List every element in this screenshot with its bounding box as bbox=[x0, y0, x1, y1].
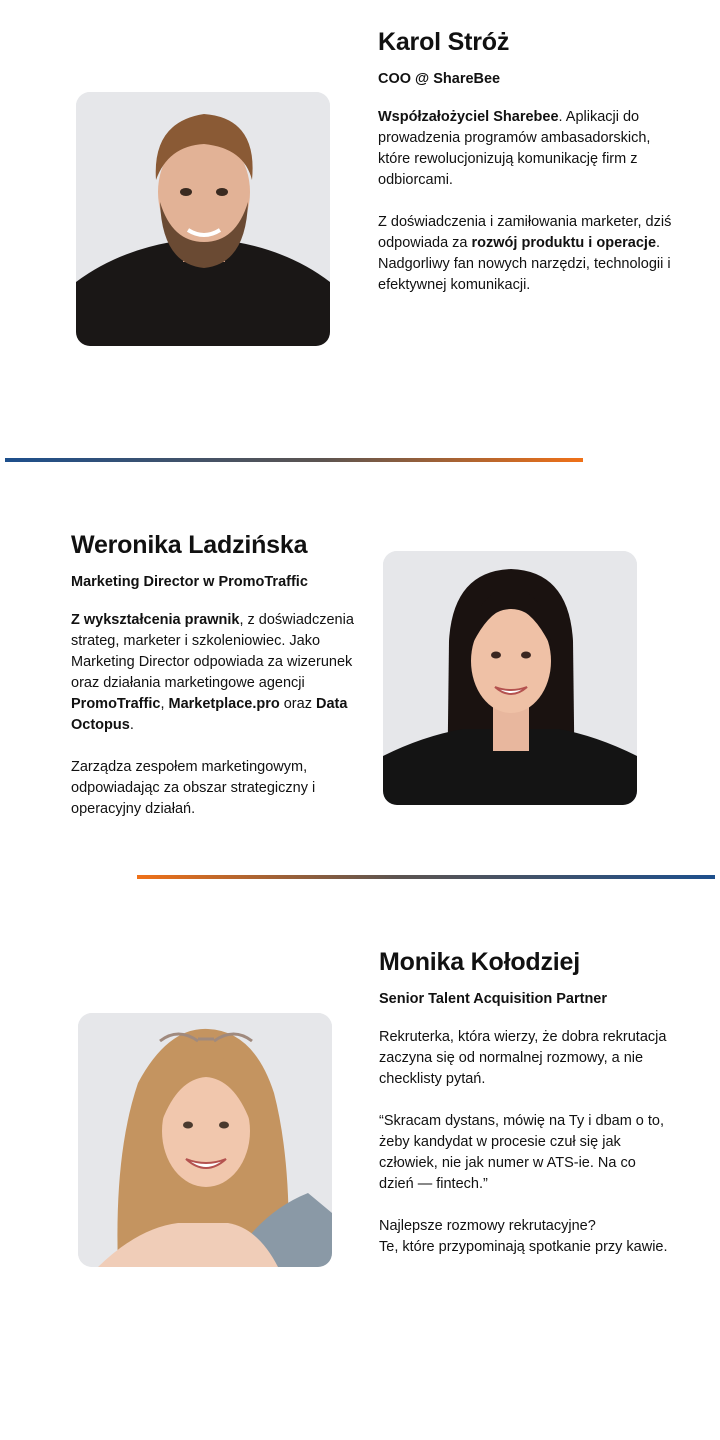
profile-photo-monika bbox=[78, 1013, 332, 1267]
person-name: Weronika Ladzińska bbox=[71, 531, 308, 559]
bio-paragraph: Współzałożyciel Sharebee. Aplikacji do prowadzenia programów ambasadorskich, które rewolucjonizują komunikację firm z odbiorcami. bbox=[378, 109, 651, 188]
bio-paragraph: Z doświadczenia i zamiłowania marketer, dziś odpowiada za rozwój produktu i operacje. Nadgorliwy fan nowych narzędzi, technologii i efektywnej komunikacji. bbox=[378, 214, 672, 293]
bio-karol bbox=[378, 28, 678, 317]
woman-portrait-image bbox=[78, 1013, 332, 1267]
woman-portrait-image bbox=[383, 551, 637, 805]
section-divider bbox=[137, 875, 715, 879]
person-name: Monika Kołodziej bbox=[379, 948, 580, 976]
bio-paragraph: Zarządza zespołem marketingowym, odpowiadając za obszar strategiczny i operacyjny działań. bbox=[71, 759, 316, 817]
person-role: Marketing Director w PromoTraffic bbox=[71, 574, 308, 590]
profile-photo-karol bbox=[76, 92, 330, 346]
person-role: COO @ ShareBee bbox=[378, 71, 501, 87]
bio-paragraph: “Skracam dystans, mówię na Ty i dbam o to, żeby kandydat w procesie czuł się jak człowiek, nie jak numer w ATS-ie. Na co dzień — fintech.” bbox=[379, 1113, 665, 1192]
bio-paragraph: Rekruterka, która wierzy, że dobra rekrutacja zaczyna się od normalnej rozmowy, a nie checklisty pytań. bbox=[379, 1029, 667, 1087]
man-portrait-image bbox=[76, 92, 330, 346]
person-role: Senior Talent Acquisition Partner bbox=[379, 991, 608, 1007]
person-name: Karol Stróż bbox=[378, 28, 510, 56]
bio-paragraph: Najlepsze rozmowy rekrutacyjne? Te, które przypominają spotkanie przy kawie. bbox=[379, 1218, 668, 1255]
bio-weronika bbox=[71, 531, 371, 841]
section-divider bbox=[5, 458, 583, 462]
bio-paragraph: Z wykształcenia prawnik, z doświadczenia strateg, marketer i szkoleniowiec. Jako Marketing Director odpowiada za wizerunek oraz działania marketingowe agencji PromoTraffic, Marketplace.pro oraz Data Octopus. bbox=[71, 612, 354, 733]
bio-monika bbox=[379, 948, 669, 1279]
profile-photo-weronika bbox=[383, 551, 637, 805]
